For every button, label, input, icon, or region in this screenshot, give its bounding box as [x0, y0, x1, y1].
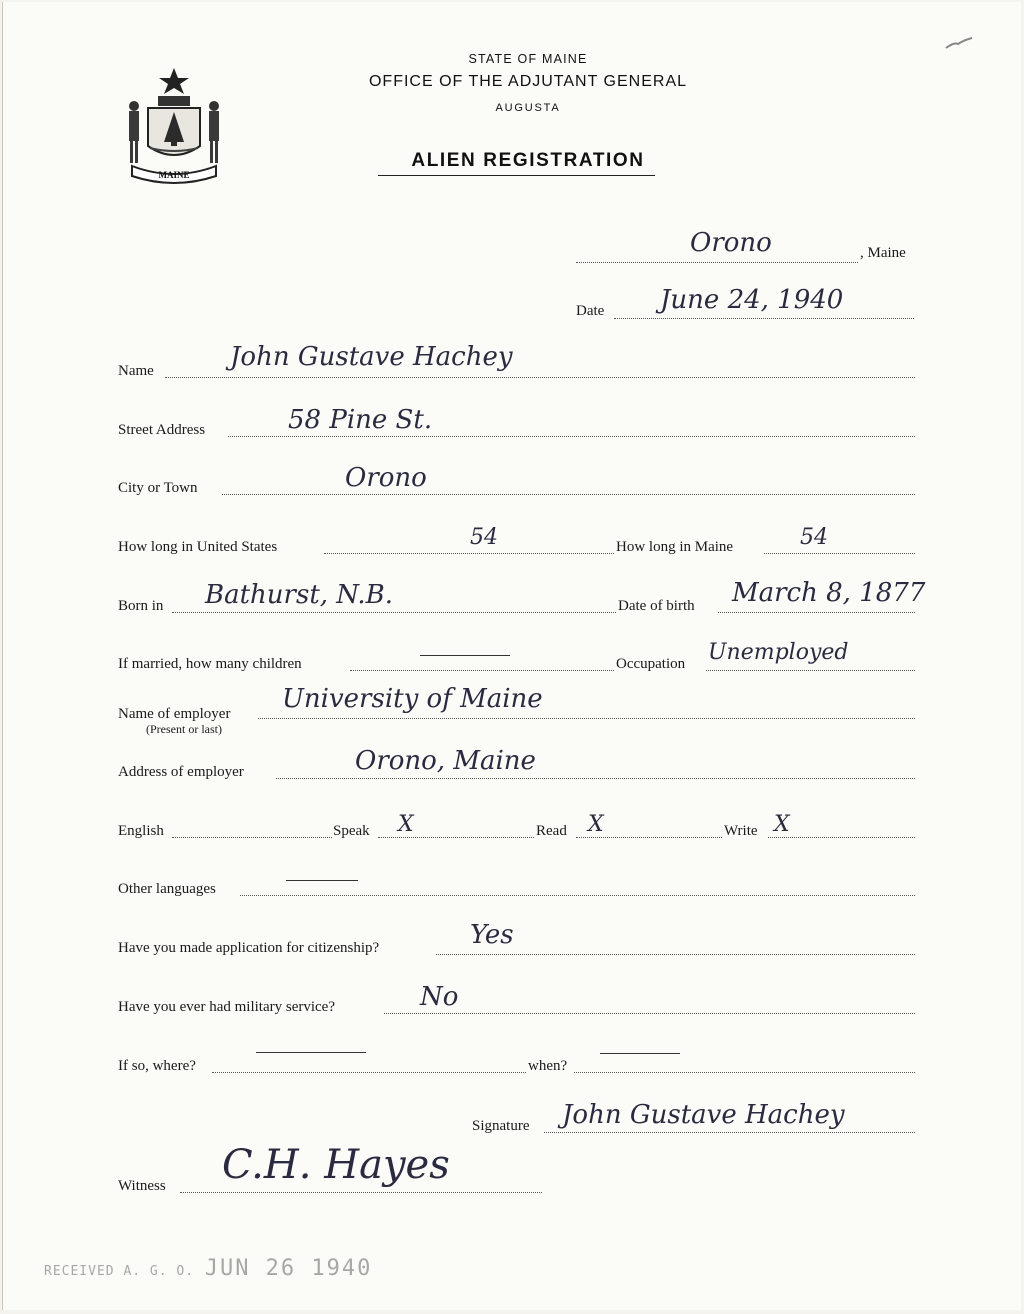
citizenship-value: Yes	[470, 920, 514, 950]
employer-line	[258, 718, 915, 719]
street-value: 58 Pine St.	[288, 405, 433, 435]
other-languages-dash	[286, 880, 358, 881]
occupation-line	[706, 670, 915, 671]
signature-line	[544, 1132, 915, 1133]
speak-label: Speak	[333, 823, 370, 839]
occupation-value: Unemployed	[708, 640, 849, 665]
speak-value: X	[398, 812, 414, 837]
children-label: If married, how many children	[118, 656, 302, 672]
when-line	[574, 1072, 915, 1073]
employer-value: University of Maine	[282, 684, 543, 714]
name-line	[165, 377, 915, 378]
city-label: City or Town	[118, 480, 198, 496]
born-in-value: Bathurst, N.B.	[205, 580, 394, 610]
how-long-us-line	[324, 553, 614, 554]
town-line	[576, 262, 858, 263]
signature-value: John Gustave Hachey	[562, 1100, 845, 1130]
other-languages-line	[240, 895, 915, 896]
date-of-birth-line	[718, 612, 915, 613]
if-so-where-label: If so, where?	[118, 1058, 196, 1074]
header-city: AUGUSTA	[495, 102, 561, 114]
english-label: English	[118, 823, 164, 839]
citizenship-label: Have you made application for citizenship?	[118, 940, 380, 956]
maine-label: , Maine	[860, 245, 906, 261]
military-label: Have you ever had military service?	[118, 999, 335, 1015]
signature-label: Signature	[472, 1118, 530, 1134]
read-line	[576, 837, 722, 838]
read-value: X	[588, 812, 604, 837]
title-underline	[378, 175, 655, 176]
write-value: X	[774, 812, 790, 837]
write-line	[768, 837, 915, 838]
employer-label: Name of employer	[118, 706, 231, 722]
name-value: John Gustave Hachey	[230, 342, 513, 372]
when-label: when?	[528, 1058, 568, 1074]
witness-value: C.H. Hayes	[222, 1142, 450, 1188]
how-long-maine-value: 54	[800, 525, 828, 550]
born-in-label: Born in	[118, 598, 164, 614]
city-line	[222, 494, 915, 495]
date-value: June 24, 1940	[660, 285, 844, 315]
date-line	[614, 318, 914, 319]
employer-address-value: Orono, Maine	[355, 746, 536, 776]
svg-text:MAINE: MAINE	[158, 170, 190, 180]
if-so-where-line	[212, 1072, 526, 1073]
header-state: STATE OF MAINE	[468, 52, 588, 66]
when-dash	[600, 1053, 680, 1054]
date-label: Date	[576, 303, 605, 319]
form-title: ALIEN REGISTRATION	[411, 150, 645, 171]
witness-line	[180, 1192, 542, 1193]
how-long-maine-line	[764, 553, 915, 554]
city-value: Orono	[345, 463, 427, 493]
received-stamp-prefix: RECEIVED A. G. O.	[44, 1264, 195, 1279]
occupation-label: Occupation	[616, 656, 686, 672]
header-office: OFFICE OF THE ADJUTANT GENERAL	[368, 73, 688, 90]
children-line	[350, 670, 614, 671]
children-dash	[420, 655, 510, 656]
speak-line	[378, 837, 534, 838]
citizenship-line	[436, 954, 915, 955]
witness-label: Witness	[118, 1178, 166, 1194]
employer-address-label: Address of employer	[118, 764, 244, 780]
how-long-maine-label: How long in Maine	[616, 539, 734, 555]
received-stamp	[44, 1256, 372, 1281]
write-label: Write	[724, 823, 758, 839]
employer-address-line	[276, 778, 915, 779]
street-label: Street Address	[118, 422, 206, 438]
military-line	[384, 1013, 915, 1014]
if-so-where-dash	[256, 1052, 366, 1053]
received-stamp-date: JUN 26 1940	[204, 1256, 373, 1281]
date-of-birth-label: Date of birth	[618, 598, 695, 614]
street-line	[228, 436, 915, 437]
english-line	[172, 837, 332, 838]
read-label: Read	[536, 823, 567, 839]
date-of-birth-value: March 8, 1877	[732, 578, 926, 608]
town-value: Orono	[690, 228, 772, 258]
born-in-line	[172, 612, 616, 613]
name-label: Name	[118, 363, 154, 379]
how-long-us-label: How long in United States	[118, 539, 278, 555]
military-value: No	[420, 982, 459, 1012]
pencil-mark-icon	[944, 36, 974, 50]
other-languages-label: Other languages	[118, 881, 216, 897]
employer-note: (Present or last)	[146, 722, 222, 736]
how-long-us-value: 54	[470, 525, 498, 550]
